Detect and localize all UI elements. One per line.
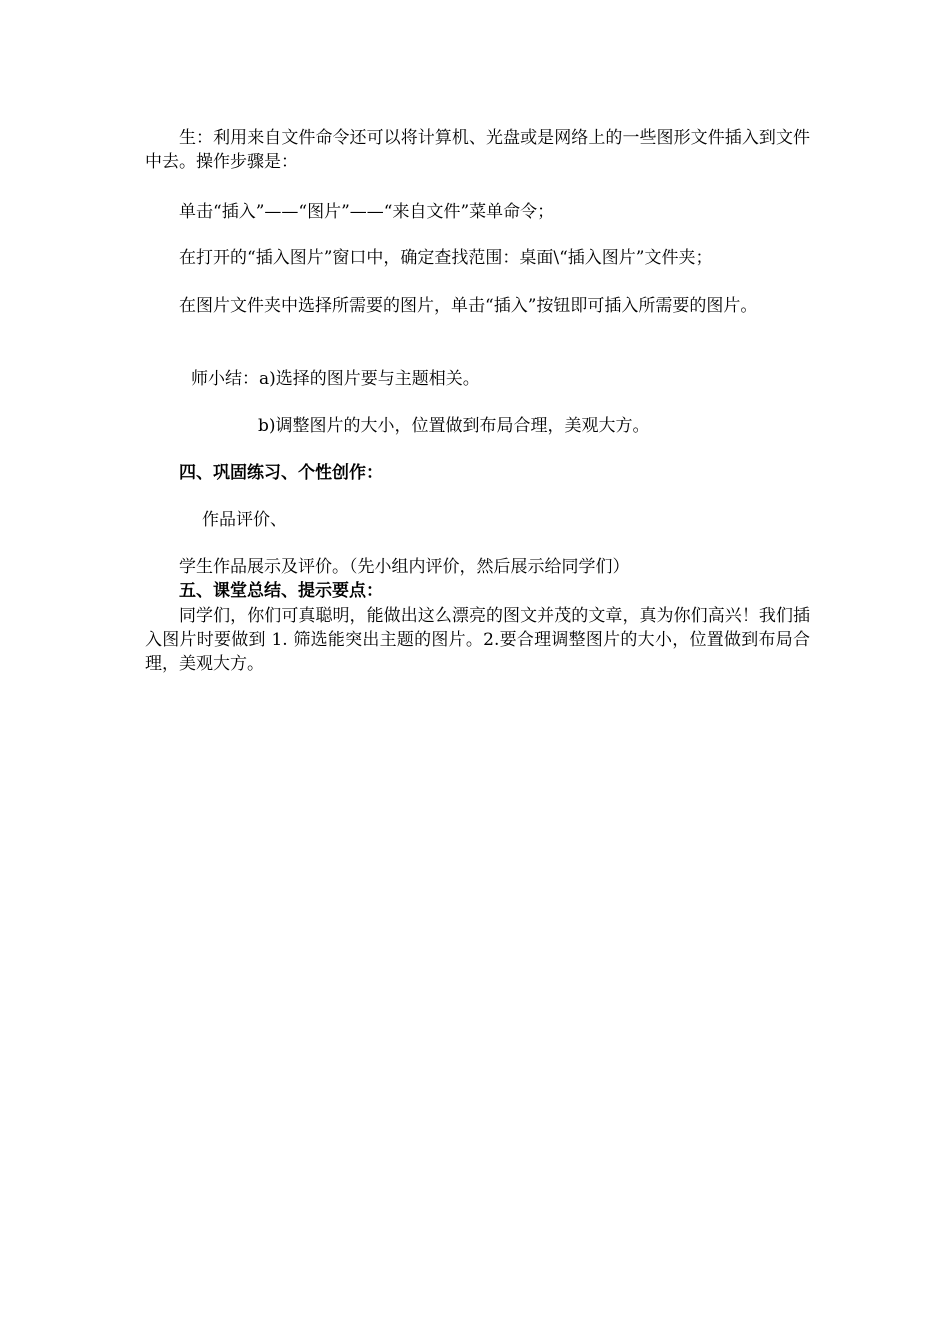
- paragraph-summary-b: b)调整图片的大小，位置做到布局合理，美观大方。: [258, 416, 650, 436]
- paragraph-work-evaluation: 作品评价、: [202, 510, 287, 530]
- section-heading-practice: 四、巩固练习、个性创作：: [179, 463, 383, 483]
- paragraph-closing-remarks: 同学们，你们可真聪明，能做出这么漂亮的图文并茂的文章，真为你们高兴！我们插入图片时要做到 1. 筛选能突出主题的图片。2.要合理调整图片的大小，位置做到布局合理，美观大方。: [145, 606, 810, 674]
- paragraph-student-showcase: 学生作品展示及评价。（先小组内评价，然后展示给同学们）: [179, 557, 630, 577]
- paragraph-step-window: 在打开的“插入图片”窗口中，确定查找范围：桌面\“插入图片”文件夹；: [179, 248, 713, 268]
- section-heading-summary: 五、课堂总结、提示要点：: [179, 581, 383, 601]
- paragraph-insert-from-file: 生：利用来自文件命令还可以将计算机、光盘或是网络上的一些图形文件插入到文件中去。操作步骤是：: [145, 128, 810, 172]
- paragraph-step-menu: 单击“插入”——“图片”——“来自文件”菜单命令；: [179, 202, 555, 222]
- paragraph-summary-a: 师小结：a)选择的图片要与主题相关。: [191, 369, 480, 389]
- paragraph-step-select: 在图片文件夹中选择所需要的图片，单击“插入”按钮即可插入所需要的图片。: [179, 296, 758, 316]
